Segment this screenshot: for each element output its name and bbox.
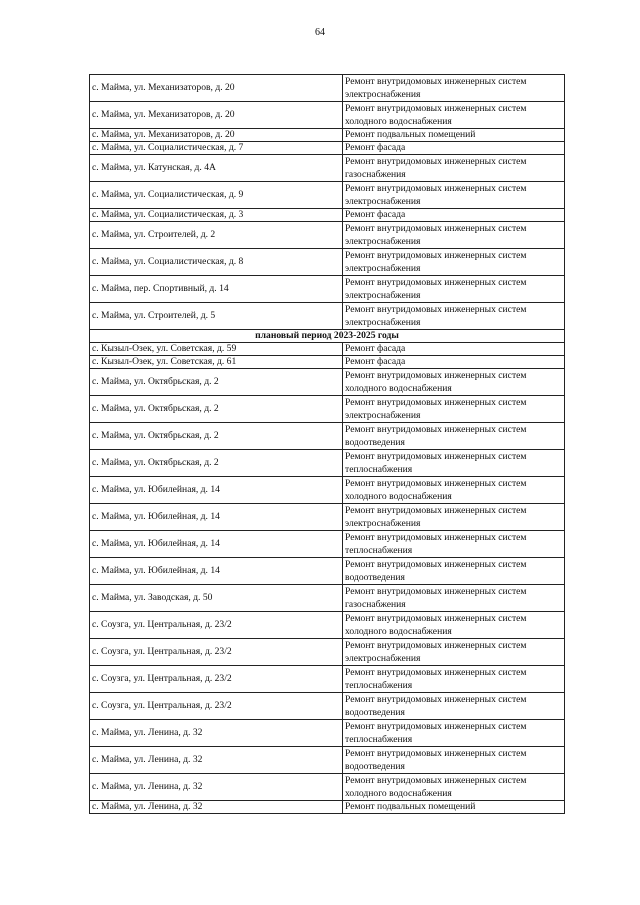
work-type-line: Ремонт внутридомовых инженерных систем — [345, 304, 527, 315]
work-type-line: Ремонт внутридомовых инженерных систем — [345, 748, 527, 759]
address-cell: с. Майма, ул. Заводская, д. 50 — [90, 585, 343, 612]
address-cell: с. Майма, ул. Механизаторов, д. 20 — [90, 102, 343, 129]
section-title: плановый период 2023-2025 годы — [90, 330, 565, 343]
work-type-line: электроснабжения — [345, 236, 421, 247]
work-type-line: Ремонт внутридомовых инженерных систем — [345, 586, 527, 597]
work-type-line: теплоснабжения — [345, 734, 413, 745]
work-type-line: холодного водоснабжения — [345, 626, 452, 637]
table-row — [90, 774, 565, 801]
work-type-line: Ремонт внутридомовых инженерных систем — [345, 721, 527, 732]
address-cell: с. Соузга, ул. Центральная, д. 23/2 — [90, 612, 343, 639]
table-row — [90, 249, 565, 276]
repair-schedule-body — [90, 75, 565, 814]
address-cell: с. Майма, ул. Юбилейная, д. 14 — [90, 504, 343, 531]
address-cell: с. Майма, ул. Строителей, д. 5 — [90, 303, 343, 330]
work-type-line: Ремонт внутридомовых инженерных систем — [345, 640, 527, 651]
work-type-cell — [343, 693, 565, 720]
work-type-line: Ремонт внутридомовых инженерных систем — [345, 76, 527, 87]
work-type-cell — [343, 801, 565, 814]
work-type-line: Ремонт внутридомовых инженерных систем — [345, 103, 527, 114]
work-type-line: электроснабжения — [345, 518, 421, 529]
address-cell: с. Майма, ул. Социалистическая, д. 3 — [90, 209, 343, 222]
address-cell: с. Майма, ул. Социалистическая, д. 7 — [90, 142, 343, 155]
work-type-line: Ремонт внутридомовых инженерных систем — [345, 370, 527, 381]
work-type-line: Ремонт фасада — [345, 209, 406, 221]
table-row — [90, 531, 565, 558]
work-type-cell — [343, 222, 565, 249]
work-type-line: электроснабжения — [345, 263, 421, 274]
work-type-line: Ремонт фасада — [345, 343, 406, 355]
address-cell: с. Соузга, ул. Центральная, д. 23/2 — [90, 693, 343, 720]
work-type-line: Ремонт подвальных помещений — [345, 129, 476, 141]
work-type-line: теплоснабжения — [345, 545, 413, 556]
work-type-cell — [343, 612, 565, 639]
address-cell: с. Майма, ул. Ленина, д. 32 — [90, 720, 343, 747]
address-cell: с. Майма, ул. Механизаторов, д. 20 — [90, 75, 343, 102]
table-row — [90, 276, 565, 303]
work-type-line: электроснабжения — [345, 290, 421, 301]
address-cell: с. Майма, ул. Ленина, д. 32 — [90, 747, 343, 774]
work-type-line: электроснабжения — [345, 89, 421, 100]
address-cell: с. Майма, ул. Юбилейная, д. 14 — [90, 477, 343, 504]
work-type-cell — [343, 747, 565, 774]
address-cell: с. Майма, ул. Строителей, д. 2 — [90, 222, 343, 249]
work-type-line: Ремонт внутридомовых инженерных систем — [345, 223, 527, 234]
work-type-line: Ремонт внутридомовых инженерных систем — [345, 451, 527, 462]
work-type-line: Ремонт внутридомовых инженерных систем — [345, 277, 527, 288]
address-cell: с. Майма, ул. Социалистическая, д. 9 — [90, 182, 343, 209]
work-type-cell — [343, 585, 565, 612]
work-type-line: Ремонт фасада — [345, 142, 406, 154]
address-cell: с. Майма, ул. Катунская, д. 4А — [90, 155, 343, 182]
work-type-line: электроснабжения — [345, 317, 421, 328]
work-type-cell — [343, 276, 565, 303]
work-type-line: холодного водоснабжения — [345, 491, 452, 502]
work-type-line: Ремонт внутридомовых инженерных систем — [345, 478, 527, 489]
work-type-line: газоснабжения — [345, 599, 406, 610]
work-type-cell — [343, 356, 565, 369]
table-row — [90, 356, 565, 369]
work-type-line: Ремонт внутридомовых инженерных систем — [345, 613, 527, 624]
work-type-line: Ремонт внутридомовых инженерных систем — [345, 667, 527, 678]
work-type-line: Ремонт подвальных помещений — [345, 801, 476, 813]
work-type-line: холодного водоснабжения — [345, 116, 452, 127]
work-type-cell — [343, 531, 565, 558]
work-type-line: Ремонт внутридомовых инженерных систем — [345, 250, 527, 261]
work-type-cell — [343, 142, 565, 155]
table-row — [90, 585, 565, 612]
work-type-line: Ремонт внутридомовых инженерных систем — [345, 694, 527, 705]
work-type-cell — [343, 102, 565, 129]
address-cell: с. Кызыл-Озек, ул. Советская, д. 61 — [90, 356, 343, 369]
work-type-cell — [343, 75, 565, 102]
address-cell: с. Майма, ул. Октябрьская, д. 2 — [90, 423, 343, 450]
work-type-cell — [343, 720, 565, 747]
address-cell: с. Майма, пер. Спортивный, д. 14 — [90, 276, 343, 303]
work-type-line: Ремонт внутридомовых инженерных систем — [345, 156, 527, 167]
repair-schedule-table — [89, 74, 565, 814]
work-type-line: Ремонт внутридомовых инженерных систем — [345, 183, 527, 194]
work-type-line: Ремонт внутридомовых инженерных систем — [345, 505, 527, 516]
work-type-cell — [343, 666, 565, 693]
table-row — [90, 102, 565, 129]
table-row — [90, 504, 565, 531]
work-type-line: Ремонт внутридомовых инженерных систем — [345, 559, 527, 570]
work-type-line: водоотведения — [345, 437, 405, 448]
work-type-line: электроснабжения — [345, 653, 421, 664]
table-row — [90, 666, 565, 693]
work-type-line: Ремонт внутридомовых инженерных систем — [345, 532, 527, 543]
table-row — [90, 129, 565, 142]
work-type-line: Ремонт внутридомовых инженерных систем — [345, 397, 527, 408]
address-cell: с. Майма, ул. Октябрьская, д. 2 — [90, 369, 343, 396]
work-type-cell — [343, 774, 565, 801]
address-cell: с. Соузга, ул. Центральная, д. 23/2 — [90, 666, 343, 693]
table-row — [90, 343, 565, 356]
work-type-line: холодного водоснабжения — [345, 383, 452, 394]
table-row — [90, 75, 565, 102]
work-type-line: Ремонт внутридомовых инженерных систем — [345, 424, 527, 435]
work-type-cell — [343, 209, 565, 222]
table-row — [90, 369, 565, 396]
work-type-cell — [343, 369, 565, 396]
table-row — [90, 423, 565, 450]
work-type-line: газоснабжения — [345, 169, 406, 180]
work-type-line: Ремонт фасада — [345, 356, 406, 368]
work-type-cell — [343, 182, 565, 209]
address-cell: с. Соузга, ул. Центральная, д. 23/2 — [90, 639, 343, 666]
address-cell: с. Майма, ул. Социалистическая, д. 8 — [90, 249, 343, 276]
work-type-cell — [343, 423, 565, 450]
work-type-cell — [343, 129, 565, 142]
work-type-line: электроснабжения — [345, 410, 421, 421]
work-type-cell — [343, 450, 565, 477]
work-type-line: холодного водоснабжения — [345, 788, 452, 799]
work-type-line: водоотведения — [345, 707, 405, 718]
table-row — [90, 222, 565, 249]
address-cell: с. Кызыл-Озек, ул. Советская, д. 59 — [90, 343, 343, 356]
table-row — [90, 477, 565, 504]
work-type-cell — [343, 343, 565, 356]
table-row — [90, 801, 565, 814]
table-row — [90, 303, 565, 330]
work-type-line: Ремонт внутридомовых инженерных систем — [345, 775, 527, 786]
work-type-cell — [343, 303, 565, 330]
table-row — [90, 693, 565, 720]
address-cell: с. Майма, ул. Ленина, д. 32 — [90, 801, 343, 814]
table-row — [90, 155, 565, 182]
work-type-line: теплоснабжения — [345, 464, 413, 475]
address-cell: с. Майма, ул. Юбилейная, д. 14 — [90, 531, 343, 558]
table-row — [90, 450, 565, 477]
work-type-cell — [343, 249, 565, 276]
work-type-cell — [343, 504, 565, 531]
work-type-line: водоотведения — [345, 572, 405, 583]
table-row — [90, 182, 565, 209]
address-cell: с. Майма, ул. Октябрьская, д. 2 — [90, 450, 343, 477]
work-type-cell — [343, 477, 565, 504]
address-cell: с. Майма, ул. Юбилейная, д. 14 — [90, 558, 343, 585]
work-type-line: водоотведения — [345, 761, 405, 772]
section-header-row — [90, 330, 565, 343]
table-row — [90, 639, 565, 666]
address-cell: с. Майма, ул. Октябрьская, д. 2 — [90, 396, 343, 423]
work-type-line: электроснабжения — [345, 196, 421, 207]
work-type-line: теплоснабжения — [345, 680, 413, 691]
table-row — [90, 747, 565, 774]
work-type-cell — [343, 558, 565, 585]
table-row — [90, 558, 565, 585]
work-type-cell — [343, 396, 565, 423]
table-row — [90, 142, 565, 155]
table-row — [90, 209, 565, 222]
table-row — [90, 612, 565, 639]
table-row — [90, 720, 565, 747]
address-cell: с. Майма, ул. Механизаторов, д. 20 — [90, 129, 343, 142]
address-cell: с. Майма, ул. Ленина, д. 32 — [90, 774, 343, 801]
table-row — [90, 396, 565, 423]
page-number: 64 — [315, 27, 325, 38]
work-type-cell — [343, 155, 565, 182]
work-type-cell — [343, 639, 565, 666]
